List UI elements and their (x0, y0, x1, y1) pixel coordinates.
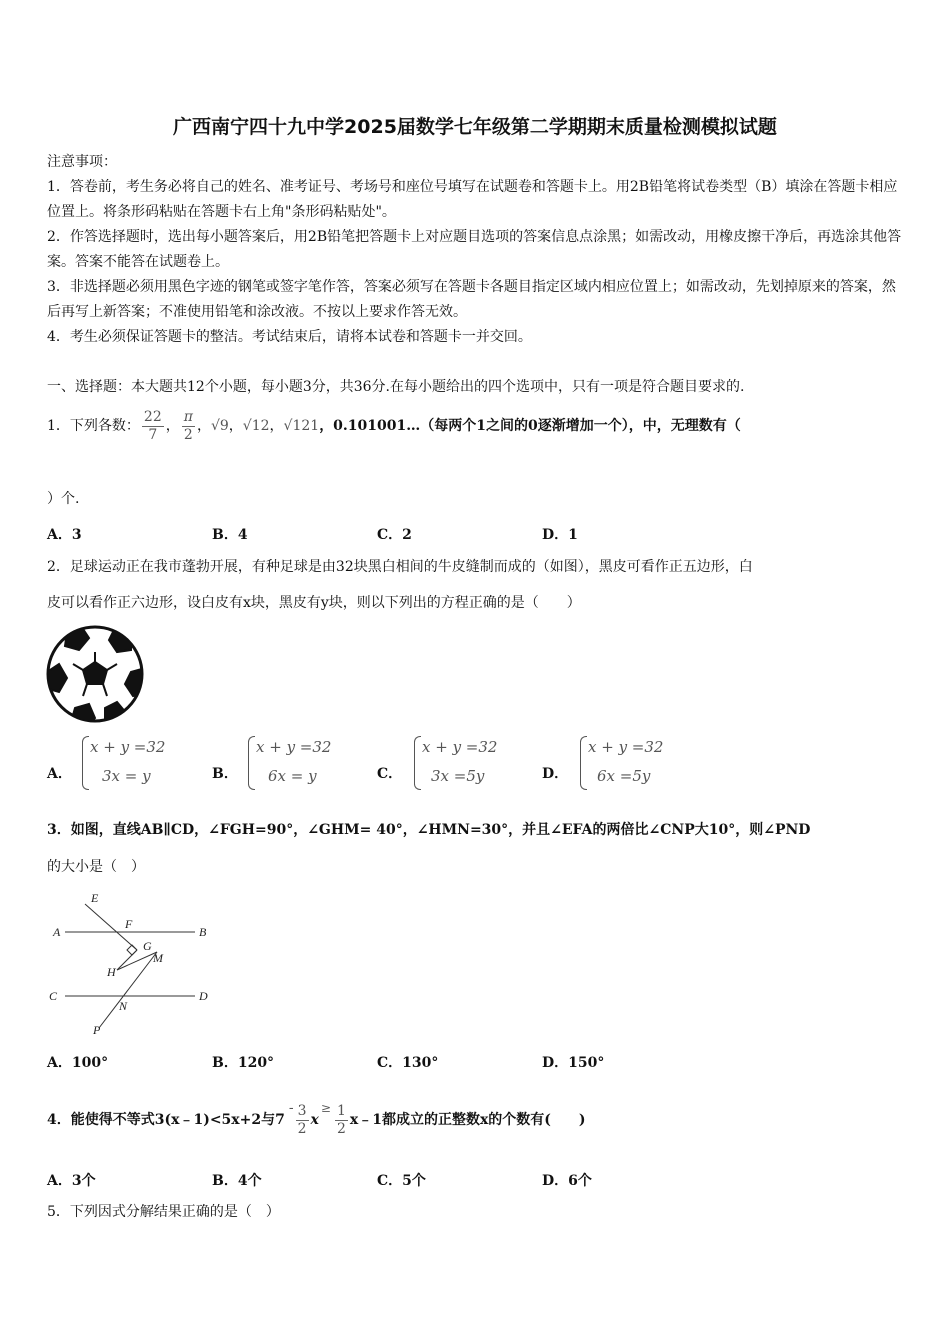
q3-option-d: D．150° (542, 1055, 605, 1071)
q2-line1: 2．足球运动正在我市蓬勃开展，有种足球是由32块黑白相间的牛皮缝制而成的（如图），黑皮可看作正五边形，白 (47, 559, 753, 575)
q1-option-d: D．1 (542, 527, 578, 543)
q2-option-a-eq1: x + y =32 (90, 738, 166, 756)
q4-x: x (310, 1111, 319, 1128)
q2-option-a-eq2: 3x = y (102, 767, 151, 785)
note-item: 2．作答选择题时，选出每小题答案后，用2B铅笔把答题卡上对应题目选项的答案信息点涂黑；如需改动，用橡皮擦干净后，再选涂其他答案。答案不能答在试题卷上。 (47, 229, 902, 270)
q2-option-c-eq2: 3x =5y (431, 767, 485, 785)
q2-line2: 皮可以看作正六边形，设白皮有x块，黑皮有y块，则以下列出的方程正确的是（ ） (47, 595, 581, 611)
section-heading: 一、选择题：本大题共12个小题，每小题3分，共36分.在每小题给出的四个选项中，只有一项是符合题目要求的. (47, 379, 745, 395)
q2-option-c-eq1: x + y =32 (422, 738, 498, 756)
brace-b (248, 736, 255, 790)
brace-d (580, 736, 587, 790)
q1-tail: ，0.101001…（每两个1之间的0逐渐增加一个），中，无理数有（ (319, 417, 741, 434)
q3-line1: 3．如图，直线AB∥CD，∠FGH=90°，∠GHM= 40°，∠HMN=30°，并且∠EFA的两倍比∠CNP大10°，则∠PND (47, 822, 811, 838)
notes-heading: 注意事项： (47, 154, 117, 170)
label-a: A (53, 925, 61, 939)
label-p: P (93, 1023, 101, 1037)
q3-option-c: C．130° (377, 1055, 439, 1071)
q4-suffix: x﹣1都成立的正整数x的个数有( ) (349, 1111, 586, 1128)
q1-option-a: A．3 (47, 527, 82, 543)
q2-option-d-eq1: x + y =32 (588, 738, 664, 756)
fraction-22-7: $\frac{22}{7}$ (143, 408, 162, 443)
soccer-ball-figure (45, 624, 145, 724)
q3-option-a: A．100° (47, 1055, 109, 1071)
q4-option-c: C．5个 (377, 1173, 426, 1189)
page-title: 广西南宁四十九中学2025届数学七年级第二学期期末质量检测模拟试题 (173, 116, 777, 138)
q2-option-b-label: B． (212, 766, 238, 782)
question-4 (47, 1084, 586, 1156)
fraction-pi-2: $\frac{\pi}{2}$ (183, 408, 193, 443)
q3-line2: 的大小是（ ） (47, 859, 145, 875)
label-n: N (119, 999, 128, 1013)
q2-option-d-label: D． (542, 766, 569, 782)
root-9: √9 (210, 417, 229, 434)
label-m: M (153, 951, 163, 965)
q4-minus: - (288, 1099, 294, 1116)
parallel-lines-figure (45, 888, 220, 1038)
root-12: √12 (242, 417, 270, 434)
fraction-1-2: $\frac{1}{2}$ (336, 1102, 346, 1137)
fraction-3-2: $\frac{3}{2}$ (297, 1102, 307, 1137)
root-121: √121 (283, 417, 320, 434)
q5-text: 5．下列因式分解结果正确的是（ ） (47, 1204, 280, 1220)
q2-option-d-eq2: 6x =5y (597, 767, 651, 785)
notes (47, 150, 907, 350)
note-item: 1．答卷前，考生务必将自己的姓名、准考证号、考场号和座位号填写在试题卷和答题卡上。用2B铅笔将试卷类型（B）填涂在答题卡相应位置上。将条形码粘贴在答题卡右上角"条形码粘贴处"。 (47, 179, 898, 220)
q1-option-c: C．2 (377, 527, 412, 543)
q4-option-b: B．4个 (212, 1173, 262, 1189)
brace-a (82, 736, 89, 790)
question-1: 1．下列各数： $\frac{22}{7}$ ， $\frac{\pi}{2}$ ， √9 ， √12 ， √121 ，0.101001…（每两个1之间的0逐渐增加一个），中，无理数有（ (47, 408, 741, 443)
label-c: C (49, 989, 58, 1003)
label-g: G (143, 939, 152, 953)
q4-option-a: A．3个 (47, 1173, 96, 1189)
q1-prefix: 1．下列各数： (47, 417, 140, 434)
label-f: F (125, 917, 133, 931)
q2-option-b-eq2: 6x = y (268, 767, 317, 785)
q4-option-d: D．6个 (542, 1173, 592, 1189)
q2-option-c-label: C． (377, 766, 403, 782)
note-item: 3．非选择题必须用黑色字迹的钢笔或签字笔作答，答案必须写在答题卡各题目指定区域内相应位置上；如需改动，先划掉原来的答案，然后再写上新答案；不准使用铅笔和涂改液。不按以上要求作答无效。 (47, 279, 896, 320)
q2-option-b-eq1: x + y =32 (256, 738, 332, 756)
q4-prefix: 4．能使得不等式3(x﹣1)<5x+2与7 (47, 1111, 285, 1128)
q3-option-b: B．120° (212, 1055, 275, 1071)
label-d: D (199, 989, 208, 1003)
q4-geq: ≥ (320, 1100, 331, 1115)
brace-c (414, 736, 421, 790)
note-item: 4．考生必须保证答题卡的整洁。考试结束后，请将本试卷和答题卡一并交回。 (47, 329, 532, 345)
q2-option-a-label: A． (47, 766, 72, 782)
label-e: E (91, 891, 99, 905)
label-b: B (199, 925, 207, 939)
q1-tail2: ）个. (47, 491, 80, 507)
q1-option-b: B．4 (212, 527, 248, 543)
label-h: H (107, 965, 116, 979)
